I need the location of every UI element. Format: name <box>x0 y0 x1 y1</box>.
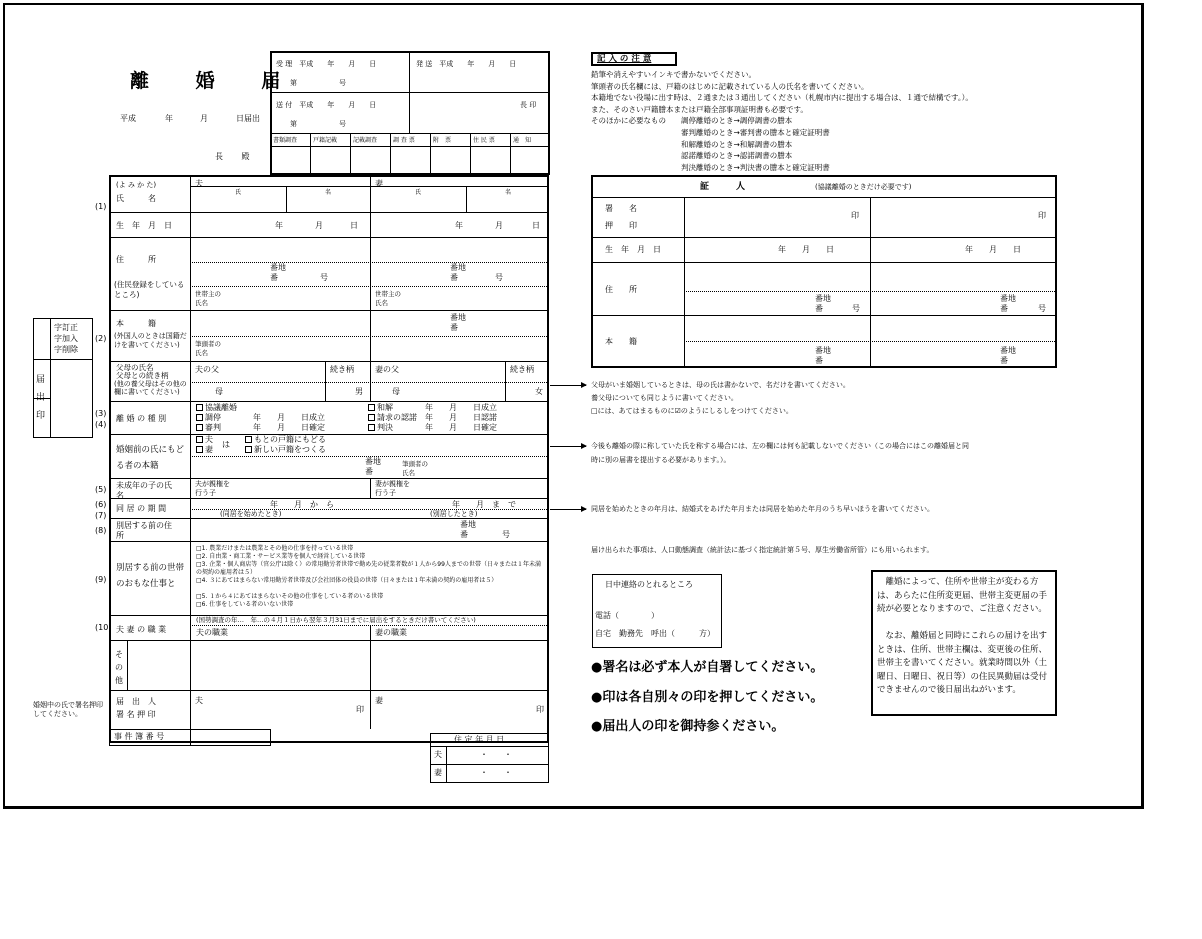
form-title: 離 婚 届 <box>130 70 301 92</box>
father-h: 夫の父 <box>195 365 219 374</box>
reception-col-2: 記載調査 <box>353 137 378 144</box>
label-job: 夫 妻 の 職 業 <box>116 625 167 634</box>
honseki-head: 筆頭者の氏名 <box>195 340 221 357</box>
witness-subtitle: (協議離婚のときだけ必要です) <box>815 183 912 191</box>
checkbox-return-h[interactable] <box>196 436 203 443</box>
w-year: 年 <box>455 221 463 230</box>
note-line-7: 和解離婚のとき→和解調書の謄本 <box>591 139 793 149</box>
return-new: 新しい戸籍をつくる <box>254 445 326 454</box>
label-minor: 未成年の子の氏 名 <box>116 481 188 500</box>
signer-h: 夫 <box>195 696 203 705</box>
note-line-5: そのほかに必要なもの 調停離婚のとき→調停調書の謄本 <box>591 116 793 126</box>
witness-birth: 生 年 月 日 <box>605 245 661 254</box>
label-sep-addr: 別居する前の住 所 <box>116 521 188 540</box>
w2-h-ban: 番 <box>1000 356 1008 365</box>
note-line-8: 認諾離婚のとき→認諾調書の謄本 <box>591 151 793 161</box>
cohab-start: (同居を始めたとき) <box>220 510 282 518</box>
label-case: 事 件 簿 番 号 <box>114 732 165 741</box>
bullet-2: ●印は各自別々の印を押してください。 <box>591 690 824 705</box>
job-note: (国勢調査の年… 年…の４月１日から翌年３月31日までに届出をするときだけ書いてください) <box>196 616 476 624</box>
return-head: 筆頭者の氏名 <box>402 460 428 477</box>
bullet-1: ●署名は必ず本人が自署してください。 <box>591 660 824 675</box>
date-era: 平成 <box>120 114 136 123</box>
w1-go: 号 <box>852 304 860 313</box>
label-birth: 生 年 月 日 <box>116 221 172 230</box>
w1-h-banchi: 番地 <box>815 346 831 355</box>
daughter: 女 <box>535 387 543 396</box>
return-h: 夫 <box>205 435 213 444</box>
sep-go: 号 <box>502 530 510 539</box>
h-ban: 番 <box>270 273 278 282</box>
side-notified2: 出 <box>36 393 46 403</box>
relation-h: 続き柄 <box>330 365 354 374</box>
work-item-4: □4. ３にあてはまらない常用勤労者世帯及び会社団体の役員の世帯（日々または１年未満の契約の雇用者は５） <box>196 577 498 584</box>
sep-banchi: 番地 <box>460 520 476 529</box>
mother-w: 母 <box>392 387 400 396</box>
wife-col: 妻 <box>375 179 383 188</box>
annotation-5: 時に別の届書を提出する必要があります。）。 <box>591 456 731 464</box>
witness-address: 住 所 <box>605 285 637 294</box>
contact-type: 自宅 勤務先 呼出（ 方） <box>595 629 715 638</box>
honseki-note: (外国人のときは国籍だけを書いてください) <box>114 332 187 349</box>
note-line-2: 筆頭者の氏名欄には、戸籍のはじめに記載されている人の氏名を書いてください。 <box>591 81 869 91</box>
son: 男 <box>355 387 363 396</box>
bullet-3: ●届出人の印を御持参ください。 <box>591 719 785 734</box>
checkbox-shinpan[interactable] <box>196 424 203 431</box>
reception-forwarded: 送 付 平成 年 月 日 <box>276 101 377 109</box>
w-banchi: 番地 <box>450 263 466 272</box>
w-shi: 氏 <box>415 189 422 196</box>
type-1: 協議離婚 <box>205 403 237 412</box>
side-seal: 印 <box>36 411 46 421</box>
label-name: 氏 名 <box>116 194 156 203</box>
w1-ban: 番 <box>815 304 823 313</box>
chief-seal: 長 印 <box>520 101 537 109</box>
annotation-6: 同居を始めたときの年月は、結婚式をあげた年月または同居を始めた年月のうち早いほうを書いてください。 <box>591 505 934 513</box>
w-go: 号 <box>495 273 503 282</box>
label-signer: 届 出 人 <box>116 697 156 706</box>
addressee: 長 殿 <box>215 152 258 161</box>
seal-h: 印 <box>356 705 364 714</box>
w-ban: 番 <box>450 273 458 282</box>
w-month: 月 <box>495 221 503 230</box>
work-item-3: □3. 企業・個人商店等（官公庁は除く）の常用勤労者世帯で勤め先の従業者数が１人から99人までの世帯（日々または１年未満の契約の雇用者は５） <box>196 561 541 576</box>
reception-col-3: 調 査 票 <box>393 137 415 144</box>
note-line-6: 審判離婚のとき→審判書の謄本と確定証明書 <box>591 128 830 137</box>
signer-w: 妻 <box>375 696 383 705</box>
husband-col: 夫 <box>195 179 203 188</box>
reception-sent: 発 送 平成 年 月 日 <box>416 60 517 68</box>
fixed-date-title: 住 定 年 月 日 <box>454 735 505 744</box>
date-year: 年 <box>165 114 173 123</box>
label-yomikata: (よ み か た) <box>116 181 157 189</box>
row-num-10: (10) <box>95 623 112 632</box>
contact-phone: 電話（ ） <box>595 611 659 620</box>
checkbox-kyogi[interactable] <box>196 404 203 411</box>
checkbox-return-w[interactable] <box>196 446 203 453</box>
annotation-2: 養父母についても同じように書いてください。 <box>591 394 738 402</box>
row-num-9: (9) <box>95 575 107 584</box>
label-work: 別居する前の世帯のおもな仕事と <box>116 563 185 589</box>
w-mei: 名 <box>505 189 512 196</box>
row-num-6: (6) <box>95 500 107 509</box>
h-banchi: 番地 <box>270 263 286 272</box>
row-num-4: (4) <box>95 420 107 429</box>
w2-go: 号 <box>1038 304 1046 313</box>
witness-title: 証 人 <box>700 182 746 192</box>
row-num-1: (1) <box>95 202 107 211</box>
row-num-5: (5) <box>95 485 107 494</box>
type-4: 和解 年 月 日成立 <box>377 403 497 412</box>
reception-number2: 第 号 <box>290 120 346 128</box>
correction-2: 字加入 <box>54 334 78 343</box>
fixed-date-w-dots: ・ ・ <box>480 768 512 777</box>
row-num-3: (3) <box>95 409 107 418</box>
minor-w: 妻が親権を行う子 <box>375 480 410 497</box>
annotation-4: 今後も離婚の際に称していた氏を称する場合には、左の欄には何も記載しないでください（この場合にはこの離婚届と同 <box>591 442 969 450</box>
arrow-cohab <box>550 509 586 510</box>
honseki-banchi: 番地 <box>450 313 466 322</box>
type-5: 請求の認諾 年 月 日認諾 <box>377 413 497 422</box>
row-num-8: (8) <box>95 526 107 535</box>
return-banchi: 番地 <box>365 457 381 466</box>
annotation-7: 届け出られた事項は、人口動態調査（統計法に基づく指定統計第５号、厚生労働省所管）にも用いられます。 <box>591 546 934 554</box>
checkbox-wakai[interactable] <box>368 404 375 411</box>
label-return: 婚姻前の氏にもどる者の本籍 <box>116 445 185 471</box>
w2-ban: 番 <box>1000 304 1008 313</box>
label-other: その他 <box>115 650 123 685</box>
checkbox-nindaku[interactable] <box>368 414 375 421</box>
witness-sign: 署 名 <box>605 204 637 213</box>
arrow-return <box>550 446 586 447</box>
correction-3: 字削除 <box>54 345 78 354</box>
job-h: 夫の職業 <box>196 628 228 637</box>
witness-box <box>591 175 1057 368</box>
father-w: 妻の父 <box>375 365 399 374</box>
checkbox-return-orig[interactable] <box>245 436 252 443</box>
work-item-6: □6. 仕事をしている者のいない世帯 <box>196 601 294 608</box>
arrow-parents <box>550 385 586 386</box>
reception-received: 受 理 平成 年 月 日 <box>276 60 377 68</box>
checkbox-chotei[interactable] <box>196 414 203 421</box>
w2-banchi: 番地 <box>1000 294 1016 303</box>
witness-seal-2: 印 <box>1038 211 1046 220</box>
relation-w: 続き柄 <box>510 365 534 374</box>
left-note: 婚姻中の氏で署名押印してください。 <box>33 701 103 718</box>
job-w: 妻の職業 <box>375 628 407 637</box>
checkbox-return-new[interactable] <box>245 446 252 453</box>
h-day: 日 <box>350 221 358 230</box>
minor-h: 夫が親権を行う子 <box>195 480 230 497</box>
row-num-2: (2) <box>95 334 107 343</box>
date-month: 月 <box>200 114 208 123</box>
type-6: 判決 年 月 日確定 <box>377 423 497 432</box>
reception-col-6: 通 知 <box>513 137 532 144</box>
witness-honseki: 本 籍 <box>605 337 637 346</box>
witness-ymd-2: 年 月 日 <box>965 245 1021 254</box>
return-ban: 番 <box>365 467 373 476</box>
note-line-4: また、そのさい戸籍謄本または戸籍全部事項証明書も必要です。 <box>591 104 808 114</box>
work-item-2: □2. 自由業・商工業・サービス業等を個人で経営している世帯 <box>196 553 366 560</box>
address-note: (住民登録をしているところ) <box>114 280 185 299</box>
witness-ymd-1: 年 月 日 <box>778 245 834 254</box>
reception-col-0: 書類調査 <box>273 137 298 144</box>
notes-title: 記 入 の 注 意 <box>597 54 652 64</box>
honseki-ban: 番 <box>450 323 458 332</box>
row-num-7: (7) <box>95 511 107 520</box>
h-householder: 世帯主の氏名 <box>195 290 221 307</box>
note-line-9: 判決離婚のとき→判決書の謄本と確定証明書 <box>591 162 830 172</box>
label-parents-note2: (他の養父母はその他の欄に書いてください) <box>114 380 187 396</box>
label-address: 住 所 <box>116 255 156 264</box>
work-item-1: □1. 農業だけまたは農業とその他の仕事を持っている世帯 <box>196 545 354 552</box>
return-w: 妻 <box>205 445 213 454</box>
work-item-5: □5. １から４にあてはまらないその他の仕事をしている者のいる世帯 <box>196 593 384 600</box>
label-cohab: 同 居 の 期 間 <box>116 504 167 513</box>
h-month: 月 <box>315 221 323 230</box>
w1-h-ban: 番 <box>815 356 823 365</box>
label-honseki: 本 籍 <box>116 319 156 328</box>
h-mei: 名 <box>325 189 332 196</box>
correction-1: 字訂正 <box>54 323 78 332</box>
annotation-3: □には、あてはまるものに☑のようにしるしをつけてください。 <box>591 407 793 415</box>
type-3: 審判 年 月 日確定 <box>205 423 325 432</box>
mother-h: 母 <box>215 387 223 396</box>
reception-col-1: 戸籍記載 <box>313 137 338 144</box>
w-day: 日 <box>532 221 540 230</box>
return-orig: もとの戸籍にもどる <box>254 435 326 444</box>
label-divorce-type: 離 婚 の 種 別 <box>116 414 167 423</box>
label-parents: 父母の氏名 <box>116 363 154 372</box>
annotation-1: 父母がいま婚姻しているときは、母の氏は書かないで、名だけを書いてください。 <box>591 381 850 389</box>
witness-seal-1: 印 <box>851 211 859 220</box>
caution-2: なお、離婚届と同時にこれらの届けを出すときは、住所、世帯主欄は、変更後の住所、世帯主を書いてください。就業時間以外（土曜日、日曜日、祝日等）の住民異動届は受付できませんので後日届出ねがいます。 <box>877 631 1048 695</box>
label-signer2: 署 名 押 印 <box>116 710 156 719</box>
w-householder: 世帯主の氏名 <box>375 290 401 307</box>
caution-1: 離婚によって、住所や世帯主が変わる方は、あらたに住所変更届、世帯主変更届の手続が必要となりますので、ご注意ください。 <box>877 577 1048 614</box>
sep-ban: 番 <box>460 530 468 539</box>
contact-title: 日中連絡のとれるところ <box>605 580 693 589</box>
w1-banchi: 番地 <box>815 294 831 303</box>
note-line-3: 本籍地でない役場に出す時は、２通または３通出してください（札幌市内に提出する場合は、１通で結構です。）。 <box>591 93 973 103</box>
date-day: 日届出 <box>236 114 260 123</box>
cohab-end: (別居したとき) <box>430 510 478 518</box>
reception-number: 第 号 <box>290 79 346 87</box>
cohab-from: 年 月 か ら <box>270 500 334 509</box>
h-shi: 氏 <box>235 189 242 196</box>
seal-w: 印 <box>536 705 544 714</box>
reception-col-5: 住 民 票 <box>473 137 495 144</box>
side-notified: 届 <box>36 375 46 385</box>
h-go: 号 <box>320 273 328 282</box>
h-year: 年 <box>275 221 283 230</box>
reception-col-4: 附 票 <box>433 137 452 144</box>
note-line-1: 鉛筆や消えやすいインキで書かないでください。 <box>591 70 756 79</box>
return-ha: は <box>222 440 230 449</box>
checkbox-hanketsu[interactable] <box>368 424 375 431</box>
fixed-date-h: 夫 <box>434 750 442 759</box>
reception-box <box>270 51 550 175</box>
cohab-to: 年 月 ま で <box>452 500 516 509</box>
fixed-date-w: 妻 <box>434 768 442 777</box>
label-parents-note: 父母との続き柄 <box>116 371 169 380</box>
witness-seal-label: 押 印 <box>605 221 637 230</box>
fixed-date-h-dots: ・ ・ <box>480 750 512 759</box>
type-2: 調停 年 月 日成立 <box>205 413 325 422</box>
w2-h-banchi: 番地 <box>1000 346 1016 355</box>
